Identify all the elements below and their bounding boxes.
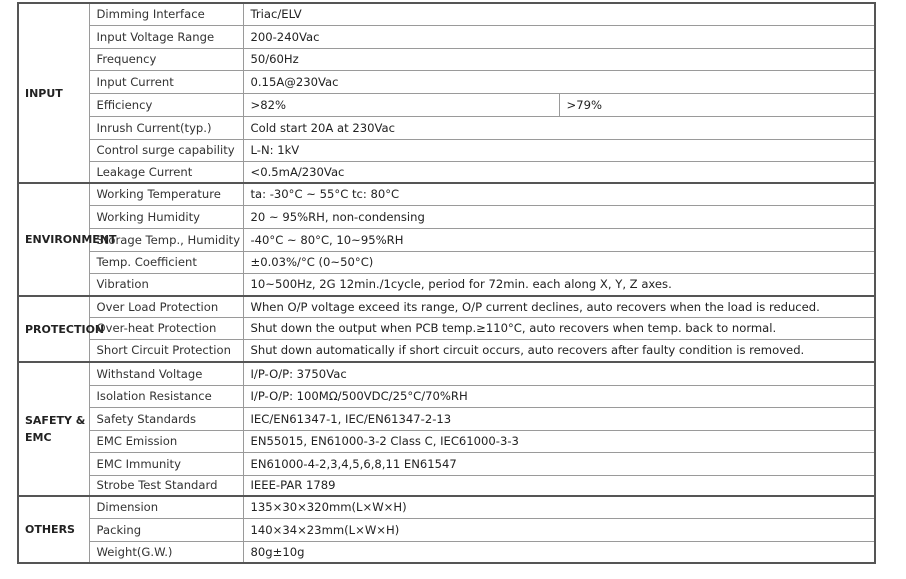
spec-value: I/P-O/P: 3750Vac (243, 362, 875, 385)
spec-label: Temp. Coefficient (89, 251, 243, 273)
spec-value: Cold start 20A at 230Vac (243, 116, 875, 139)
spec-value: L-N: 1kV (243, 139, 875, 161)
spec-label: Vibration (89, 273, 243, 296)
spec-value: >79% (559, 93, 875, 116)
table-row (18, 452, 875, 475)
table-row (18, 205, 875, 228)
table-row (18, 161, 875, 183)
spec-value: <0.5mA/230Vac (243, 161, 875, 183)
spec-value: 10~500Hz, 2G 12min./1cycle, period for 72min. each along X, Y, Z axes. (243, 273, 875, 296)
spec-label: Input Current (89, 70, 243, 93)
table-row (18, 273, 875, 296)
table-row (18, 407, 875, 430)
spec-label: Over-heat Protection (89, 317, 243, 339)
table-row (18, 385, 875, 407)
spec-label: Storage Temp., Humidity (89, 228, 243, 251)
table-row (18, 475, 875, 496)
category-cell: OTHERS (18, 496, 89, 563)
table-row (18, 183, 875, 205)
table-row (18, 339, 875, 362)
spec-label: Working Temperature (89, 183, 243, 205)
spec-label: Strobe Test Standard (89, 475, 243, 496)
table-row (18, 93, 875, 116)
spec-value: When O/P voltage exceed its range, O/P current declines, auto recovers when the load is reduced. (243, 296, 875, 317)
spec-label: Weight(G.W.) (89, 541, 243, 563)
spec-label: EMC Immunity (89, 452, 243, 475)
spec-label: Withstand Voltage (89, 362, 243, 385)
category-cell: INPUT (18, 3, 89, 183)
spec-value: I/P-O/P: 100MΩ/500VDC/25°C/70%RH (243, 385, 875, 407)
spec-label: Input Voltage Range (89, 25, 243, 48)
spec-value: EN55015, EN61000-3-2 Class C, IEC61000-3-3 (243, 430, 875, 452)
table-row (18, 116, 875, 139)
spec-value: 20 ~ 95%RH, non-condensing (243, 205, 875, 228)
spec-value: 135×30×320mm(L×W×H) (243, 496, 875, 518)
table-row (18, 518, 875, 541)
table-row (18, 251, 875, 273)
spec-value: IEEE-PAR 1789 (243, 475, 875, 496)
spec-label: Frequency (89, 48, 243, 70)
table-row (18, 496, 875, 518)
spec-value: 80g±10g (243, 541, 875, 563)
spec-value: EN61000-4-2,3,4,5,6,8,11 EN61547 (243, 452, 875, 475)
spec-label: Dimming Interface (89, 3, 243, 25)
table-row (18, 317, 875, 339)
spec-label: Working Humidity (89, 205, 243, 228)
spec-label: Efficiency (89, 93, 243, 116)
spec-value: 50/60Hz (243, 48, 875, 70)
spec-value: Shut down automatically if short circuit occurs, auto recovers after faulty condition is removed. (243, 339, 875, 362)
category-cell: ENVIRONMENT (18, 183, 89, 296)
spec-label: Safety Standards (89, 407, 243, 430)
spec-value: >82% (243, 93, 559, 116)
spec-value: IEC/EN61347-1, IEC/EN61347-2-13 (243, 407, 875, 430)
spec-value: Triac/ELV (243, 3, 875, 25)
table-row (18, 296, 875, 317)
spec-value: -40°C ~ 80°C, 10~95%RH (243, 228, 875, 251)
table-row (18, 228, 875, 251)
table-row (18, 541, 875, 563)
spec-value: 140×34×23mm(L×W×H) (243, 518, 875, 541)
spec-value: ta: -30°C ~ 55°C tc: 80°C (243, 183, 875, 205)
spec-table (17, 2, 876, 564)
category-cell: PROTECTION (18, 296, 89, 362)
spec-value: Shut down the output when PCB temp.≥110°C, auto recovers when temp. back to normal. (243, 317, 875, 339)
spec-label: Over Load Protection (89, 296, 243, 317)
table-row (18, 362, 875, 385)
spec-label: Control surge capability (89, 139, 243, 161)
spec-value: 0.15A@230Vac (243, 70, 875, 93)
table-row (18, 139, 875, 161)
spec-label: Inrush Current(typ.) (89, 116, 243, 139)
spec-label: Packing (89, 518, 243, 541)
spec-value: 200-240Vac (243, 25, 875, 48)
table-row (18, 3, 875, 25)
table-row (18, 430, 875, 452)
spec-value: ±0.03%/°C (0~50°C) (243, 251, 875, 273)
spec-label: Leakage Current (89, 161, 243, 183)
spec-label: EMC Emission (89, 430, 243, 452)
table-row (18, 70, 875, 93)
spec-label: Dimension (89, 496, 243, 518)
spec-label: Isolation Resistance (89, 385, 243, 407)
table-row (18, 48, 875, 70)
table-row (18, 25, 875, 48)
spec-label: Short Circuit Protection (89, 339, 243, 362)
category-cell: SAFETY & EMC (18, 362, 89, 496)
